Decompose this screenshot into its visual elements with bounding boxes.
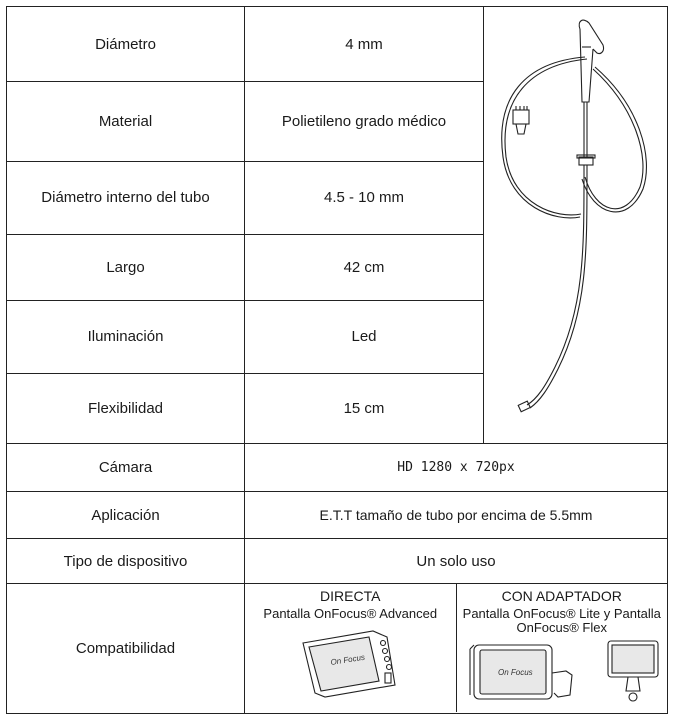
spec-table [6, 6, 668, 713]
spec-value-material: Polietileno grado médico [245, 82, 484, 162]
spec-value-iluminacion: Led [245, 300, 484, 373]
spec-label-material: Material [7, 82, 245, 162]
spec-label-aplicacion: Aplicación [7, 492, 245, 539]
spec-label-iluminacion: Iluminación [7, 300, 245, 373]
spec-label-flexibilidad: Flexibilidad [7, 373, 245, 443]
compat-adapter-device-text: On Focus [497, 668, 533, 677]
spec-label-largo: Largo [7, 234, 245, 300]
spec-label-diametro: Diámetro [7, 7, 245, 82]
compat-adapter-subtitle: Pantalla OnFocus® Lite y Pantalla OnFocus® Flex [462, 606, 661, 635]
spec-value-diametro-interno: 4.5 - 10 mm [245, 162, 484, 234]
compat-direct-device-text: On Focus [330, 652, 366, 667]
spec-value-largo: 42 cm [245, 234, 484, 300]
spec-label-compatibilidad: Compatibilidad [7, 584, 245, 714]
spec-label-tipo: Tipo de dispositivo [7, 539, 245, 584]
compat-adapter [456, 584, 668, 712]
onfocus-advanced-monitor-icon [295, 621, 405, 701]
spec-value-camara: HD 1280 x 720px [245, 444, 668, 492]
compat-adapter-title: CON ADAPTADOR [501, 588, 622, 604]
intubation-stylet-illustration-icon [485, 7, 667, 439]
spec-label-camara: Cámara [7, 444, 245, 492]
onfocus-lite-flex-monitors-icon [462, 635, 662, 707]
spec-label-diametro-interno: Diámetro interno del tubo [7, 162, 245, 234]
spec-value-aplicacion: E.T.T tamaño de tubo por encima de 5.5mm [245, 492, 668, 539]
product-image-cell [484, 7, 668, 444]
spec-value-tipo: Un solo uso [245, 539, 668, 584]
compat-direct [245, 584, 456, 712]
compat-direct-subtitle: Pantalla OnFocus® Advanced [263, 606, 438, 621]
spec-value-flexibilidad: 15 cm [245, 373, 484, 443]
spec-value-diametro: 4 mm [245, 7, 484, 82]
compatibility-cell [245, 584, 668, 714]
compat-direct-title: DIRECTA [320, 588, 381, 604]
